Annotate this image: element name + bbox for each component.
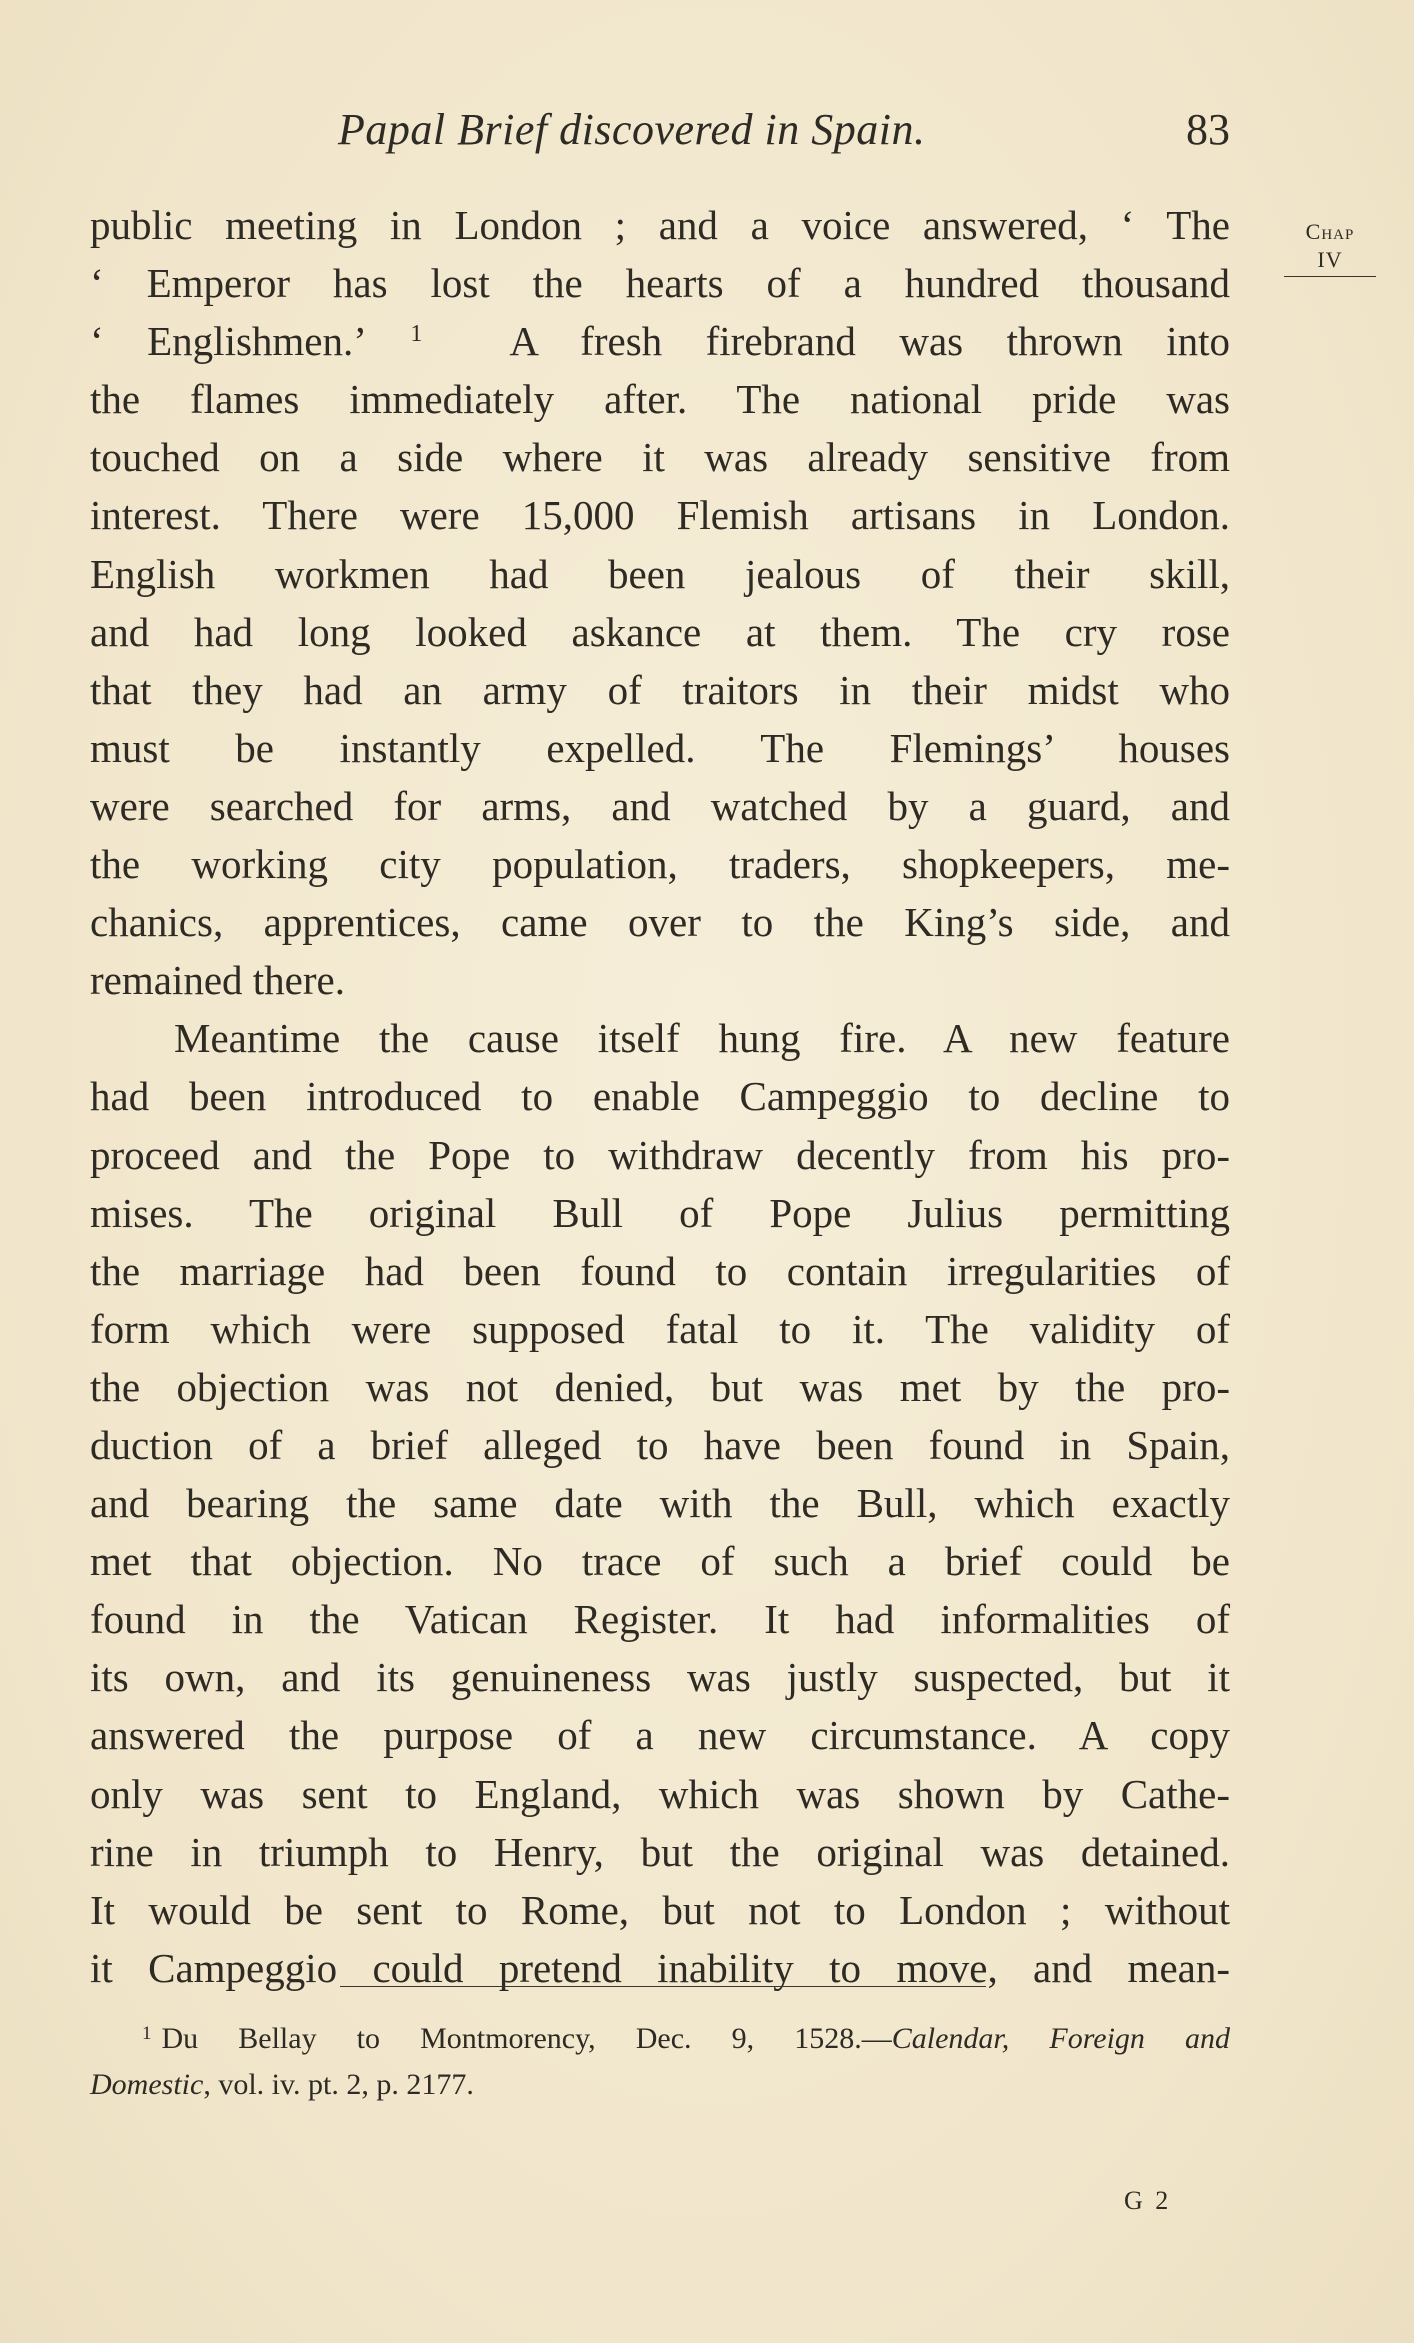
text-line: form which were supposed fatal to it. The validity of	[90, 1305, 1230, 1352]
footnote-divider	[340, 1986, 986, 1987]
footnote-line	[90, 2062, 1230, 2108]
text-segment: A fresh firebrand was thrown into	[509, 318, 1230, 365]
text-line: the marriage had been found to contain irregularities of	[90, 1247, 1230, 1294]
text-line: ‘ Emperor has lost the hearts of a hundred thousand	[90, 260, 1230, 307]
text-line: had been introduced to enable Campeggio to decline to	[90, 1073, 1230, 1120]
text-line: must be instantly expelled. The Flemings’ houses	[90, 724, 1230, 771]
paragraph-first-line: Meantime the cause itself hung fire. A new feature	[174, 1015, 1230, 1062]
text-line: it Campeggio could pretend inability to move, and mean-	[90, 1944, 1230, 1991]
text-line: It would be sent to Rome, but not to London ; without	[90, 1886, 1230, 1933]
text-line: rine in triumph to Henry, but the original was detained.	[90, 1828, 1230, 1875]
text-line: public meeting in London ; and a voice answered, ‘ The	[90, 202, 1230, 248]
chapter-side-note-number: IV	[1317, 247, 1343, 272]
running-head	[90, 104, 1230, 160]
text-segment: ‘ Englishmen.’	[90, 318, 367, 365]
text-line: interest. There were 15,000 Flemish artisans in London.	[90, 492, 1230, 539]
text-line: the objection was not denied, but was met by the pro-	[90, 1363, 1230, 1410]
footnote-reference[interactable]: 1	[410, 321, 423, 348]
text-line: answered the purpose of a new circumstance. A copy	[90, 1712, 1230, 1759]
text-line-with-note	[90, 312, 1230, 370]
body-text	[90, 196, 1230, 1997]
text-line: touched on a side where it was already sensitive from	[90, 434, 1230, 481]
footnote-source-title: Calendar, Foreign and	[891, 2022, 1231, 2055]
text-line: found in the Vatican Register. It had informalities of	[90, 1596, 1230, 1643]
footnote-source-title-cont: Domestic	[90, 2068, 204, 2101]
text-line: the working city population, traders, shopkeepers, me-	[90, 841, 1230, 888]
text-line: remained there.	[90, 957, 345, 1004]
text-line: that they had an army of traitors in their midst who	[90, 666, 1230, 713]
text-line: proceed and the Pope to withdraw decently from his pro-	[90, 1131, 1230, 1178]
text-line: the flames immediately after. The national pride was	[90, 376, 1230, 423]
side-note-rule	[1284, 276, 1376, 277]
page-number: 83	[1186, 105, 1230, 154]
text-line: met that objection. No trace of such a brief could be	[90, 1538, 1230, 1585]
footnote-line	[90, 2016, 1230, 2062]
running-title: Papal Brief discovered in Spain.	[338, 105, 926, 154]
text-line: only was sent to England, which was shown by Cathe-	[90, 1770, 1230, 1817]
text-line: its own, and its genuineness was justly suspected, but it	[90, 1654, 1230, 1701]
text-line: English workmen had been jealous of their skill,	[90, 550, 1230, 597]
footnote-mark: 1	[142, 2023, 152, 2044]
text-line: were searched for arms, and watched by a guard, and	[90, 782, 1230, 829]
chapter-side-note	[1284, 218, 1376, 277]
footnote-citation: Du Bellay to Montmorency, Dec. 9, 1528.—	[161, 2022, 892, 2055]
signature-mark: G 2	[1124, 2186, 1172, 2215]
footnote	[90, 2016, 1230, 2108]
text-line: mises. The original Bull of Pope Julius permitting	[90, 1189, 1230, 1236]
text-line: and bearing the same date with the Bull, which exactly	[90, 1480, 1230, 1527]
footnote-reference-detail: , vol. iv. pt. 2, p. 2177.	[203, 2068, 474, 2101]
text-line: chanics, apprentices, came over to the King’s side, and	[90, 899, 1230, 946]
chapter-side-note-label: Chap	[1305, 219, 1355, 244]
text-line: duction of a brief alleged to have been found in Spain,	[90, 1421, 1230, 1468]
text-line: and had long looked askance at them. The cry rose	[90, 608, 1230, 655]
